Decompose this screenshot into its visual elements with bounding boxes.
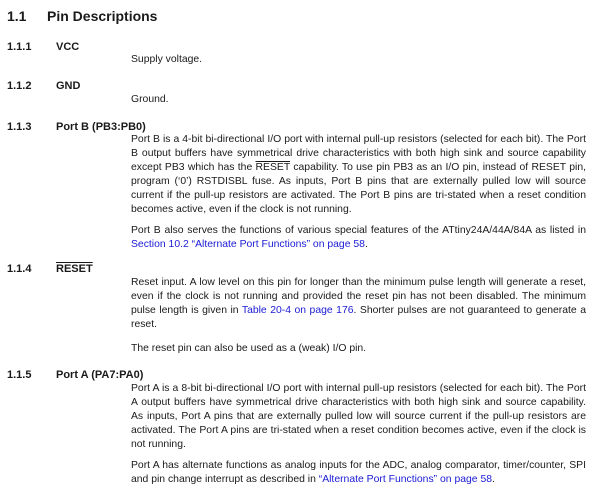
reset-title: RESET [56, 263, 93, 275]
reset-text-end: . Shorter pulses are not guaranteed to generate a reset. [131, 305, 586, 330]
alternate-port-functions-link[interactable]: Section 10.2 “Alternate Port Functions” on page 58 [131, 239, 365, 250]
porta-title: Port A (PA7:PA0) [56, 369, 144, 381]
portb-text-2-end: . [364, 239, 368, 250]
portb-reset-term: RESET [255, 162, 291, 173]
gnd-number: 1.1.2 [7, 80, 32, 92]
porta-paragraph-1: Port A is a 8-bit bi-directional I/O port with internal pull-up resistors (selected for each bit). The Port A output buffers have symmetrical drive characteristics with both high sink and source capability. As inputs, Port A pins that are externally pulled low will source current if the pull-up resistors are activated. The Port A pins are tri-stated when a reset condition becomes active, even if the clock is not running. [131, 383, 586, 450]
reset-paragraph-1 [131, 276, 586, 332]
porta-number: 1.1.5 [7, 369, 32, 381]
vcc-title: VCC [56, 41, 80, 53]
vcc-number: 1.1.1 [7, 41, 32, 53]
section-heading [7, 8, 157, 24]
section-number: 1.1 [7, 8, 27, 24]
porta-text-2-end: . [492, 474, 495, 485]
reset-number: 1.1.4 [7, 263, 32, 275]
portb-paragraph-1 [131, 133, 586, 217]
portb-heading [7, 121, 146, 133]
porta-heading [7, 369, 143, 381]
section-title: Pin Descriptions [47, 8, 158, 24]
gnd-description: Ground. [131, 94, 169, 105]
portb-number: 1.1.3 [7, 121, 32, 133]
porta-paragraph-2 [131, 459, 586, 487]
reset-paragraph-2: The reset pin can also be used as a (weak) I/O pin. [131, 343, 367, 354]
portb-text: Port B is a 4-bit bi-directional I/O port with internal pull-up resistors (selected for each bit). The Port B output buffers have symmetrical drive characteristics with both high sink and source capability except PB3 which has the [131, 134, 586, 173]
reset-text: Reset input. A low level on this pin for longer than the minimum pulse length will generate a reset, even if the clock is not running and provided the reset pin has not been disabled. The minimum pulse length is given in [131, 277, 586, 316]
table-20-4-link[interactable]: Table 20-4 on page 176 [241, 305, 354, 316]
gnd-title: GND [56, 80, 81, 92]
vcc-description: Supply voltage. [131, 54, 203, 65]
vcc-heading [7, 41, 79, 53]
portb-paragraph-2 [131, 224, 586, 252]
portb-text-2: Port B also serves the functions of various special features of the ATtiny24A/44A/84A as listed in [131, 225, 586, 236]
portb-title: Port B (PB3:PB0) [56, 121, 146, 133]
portb-text-cont: capability. To use pin PB3 as an I/O pin, instead of RESET pin, program (‘0’) RSTDISBL fuse. As inputs, Port B pins that are externally pulled low will source current if the pull-up resistors are activated. The Port B pins are tri-stated when a reset condition becomes active, even if the clock is not running. [131, 162, 586, 215]
reset-heading [7, 263, 93, 275]
gnd-heading [7, 80, 80, 92]
porta-text-2: Port A has alternate functions as analog inputs for the ADC, analog comparator, timer/counter, SPI and pin change interrupt as described in [131, 460, 586, 485]
alternate-port-functions-link-2[interactable]: “Alternate Port Functions” on page 58 [318, 474, 493, 485]
